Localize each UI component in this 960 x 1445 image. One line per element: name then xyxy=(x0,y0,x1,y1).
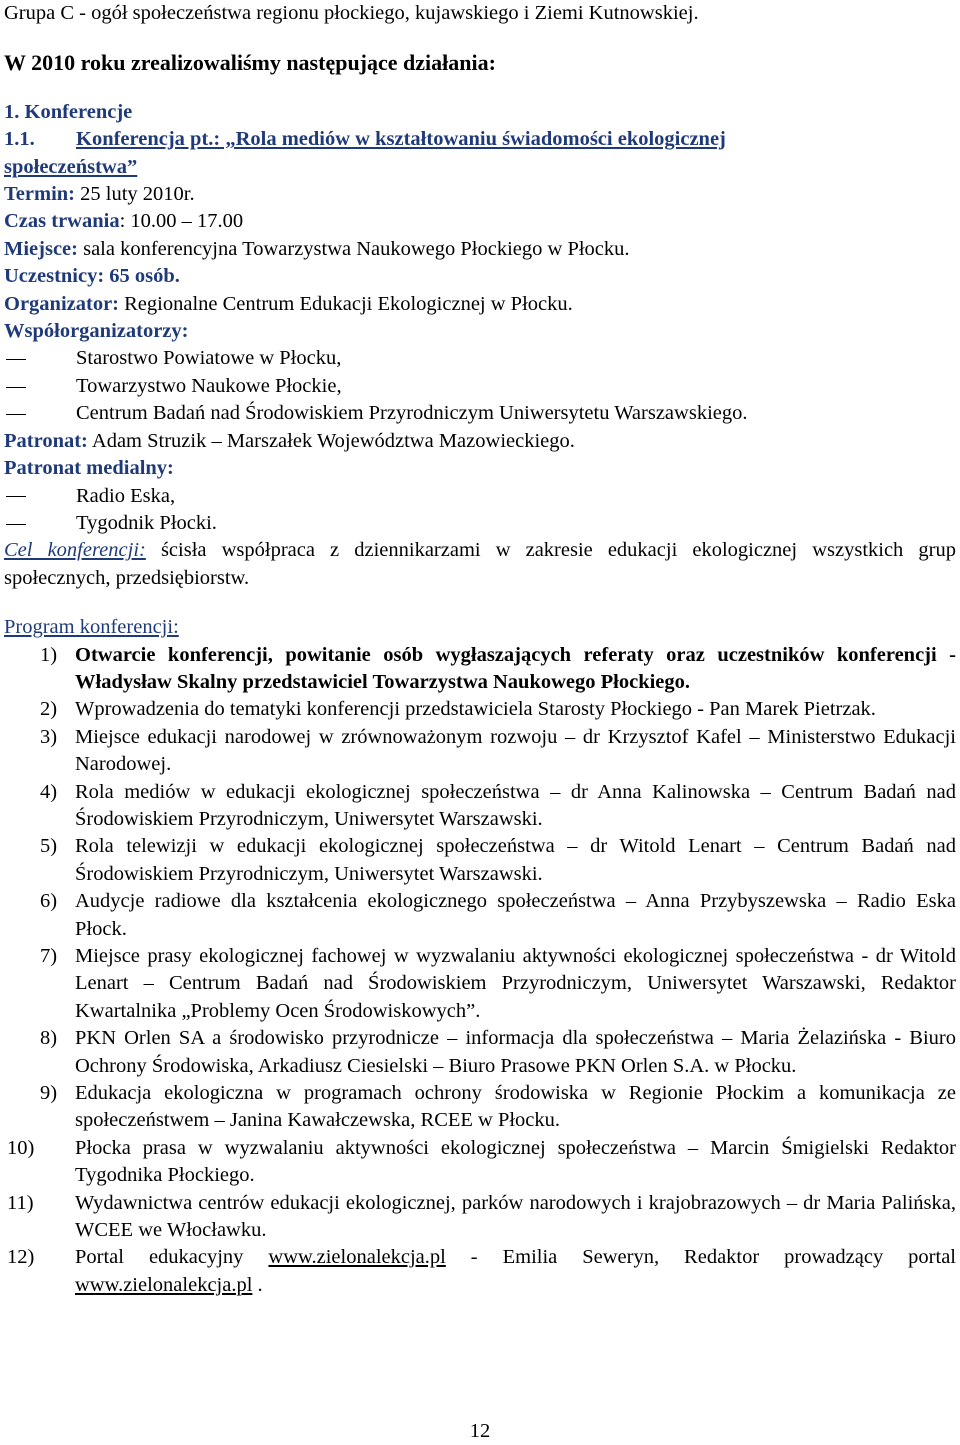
program-item xyxy=(4,888,956,943)
zielonalekcja-link[interactable]: www.zielonalekcja.pl xyxy=(268,1246,446,1269)
patronage-label: Patronat: xyxy=(4,429,88,452)
program-item-number: 7) xyxy=(40,945,58,967)
organizer-value: Regionalne Centrum Edukacji Ekologicznej w Płocku. xyxy=(119,292,573,315)
duration-value: : 10.00 – 17.00 xyxy=(119,210,244,233)
coorganizers-label: Współorganizatorzy: xyxy=(4,320,189,343)
duration-label: Czas trwania xyxy=(4,210,120,233)
coorganizer-text: Starostwo Powiatowe w Płocku, xyxy=(76,347,342,370)
zielonalekcja-link[interactable]: www.zielonalekcja.pl xyxy=(75,1273,253,1296)
program-item xyxy=(4,1025,956,1080)
program-item xyxy=(4,1080,956,1135)
program-item xyxy=(4,1244,956,1299)
term-row xyxy=(4,181,956,208)
program-item-text: Audycje radiowe dla kształcenia ekologicznego społeczeństwa – Anna Przybyszewska – Radio Eska Płock. xyxy=(75,890,956,940)
program-item xyxy=(4,833,956,888)
conference-number: 1.1. xyxy=(4,128,35,151)
organizer-row xyxy=(4,291,956,318)
coorganizers-list xyxy=(4,345,956,427)
program-item xyxy=(4,779,956,834)
goal-paragraph xyxy=(4,537,956,592)
conference-title-line2: społeczeństwa” xyxy=(4,155,138,178)
program-item-number: 5) xyxy=(40,835,58,858)
duration-row xyxy=(4,208,956,235)
program-item-number: 1) xyxy=(40,643,58,666)
conference-title-line1: Konferencja pt.: „Rola mediów w kształtowaniu świadomości ekologicznej xyxy=(76,128,726,151)
dash-bullet-icon xyxy=(4,510,76,537)
program-item-number: 10) xyxy=(7,1136,35,1159)
page-number: 12 xyxy=(469,1420,491,1442)
program-item-number: 6) xyxy=(40,890,58,913)
patronage-value: Adam Struzik – Marszałek Województwa Mazowieckiego. xyxy=(87,429,575,452)
program-item-text: Wydawnictwa centrów edukacji ekologicznej, parków narodowych i krajobrazowych – dr Maria Palińska, WCEE we Włocławku. xyxy=(75,1191,956,1242)
program-item-text: Otwarcie konferencji, powitanie osób wygłaszających referaty oraz uczestników konferencji - Władysław Skalny przedstawiciel Towarzystwa Naukowego Płockiego. xyxy=(75,643,956,693)
program-list xyxy=(4,642,956,1300)
program-item-number: 4) xyxy=(40,780,58,803)
program-item xyxy=(4,1135,956,1190)
program-item xyxy=(4,696,956,723)
media-patrons-list xyxy=(4,483,956,538)
program-label: Program konferencji: xyxy=(4,616,179,639)
document-page xyxy=(4,0,956,1299)
dash-bullet-icon xyxy=(4,373,76,400)
media-patron-text: Tygodnik Płocki. xyxy=(76,511,217,534)
program-item-text: Płocka prasa w wyzwalaniu aktywności ekologicznej społeczeństwa – Marcin Śmigielski Redaktor Tygodnika Płockiego. xyxy=(75,1136,956,1187)
term-value: 25 luty 2010r. xyxy=(75,183,195,206)
program-item-text: Miejsce edukacji narodowej w zrównoważonym rozwoju – dr Krzysztof Kafel – Ministerstwo Edukacji Narodowej. xyxy=(75,725,956,776)
media-patron-item xyxy=(4,510,956,537)
program-item-number: 12) xyxy=(7,1246,35,1269)
patronage-row xyxy=(4,428,956,455)
program-item xyxy=(4,724,956,779)
goal-label: Cel konferencji: xyxy=(4,539,146,562)
media-patron-text: Radio Eska, xyxy=(76,484,176,507)
media-patronage-label: Patronat medialny: xyxy=(4,457,174,480)
organizer-label: Organizator: xyxy=(4,292,119,315)
coorganizer-item xyxy=(4,345,956,372)
program-item xyxy=(4,943,956,1025)
program-item-number: 11) xyxy=(7,1191,34,1214)
program-item-number: 8) xyxy=(40,1027,58,1050)
dash-bullet-icon xyxy=(4,400,76,427)
place-value: sala konferencyjna Towarzystwa Naukowego Płockiego w Płocku. xyxy=(77,237,630,260)
conference-title xyxy=(4,126,956,181)
program-item xyxy=(4,1190,956,1245)
coorganizer-text: Towarzystwo Naukowe Płockie, xyxy=(76,374,342,397)
heading-conferences: 1. Konferencje xyxy=(4,100,133,123)
program-item-text: Rola telewizji w edukacji ekologicznej społeczeństwa – dr Witold Lenart – Centrum Badań nad Środowiskiem Przyrodniczym, Uniwersytet Warszawski. xyxy=(75,835,956,885)
coorganizer-text: Centrum Badań nad Środowiskiem Przyrodniczym Uniwersytetu Warszawskiego. xyxy=(76,402,748,425)
dash-bullet-icon xyxy=(4,483,76,510)
place-row xyxy=(4,236,956,263)
goal-value: ścisła współpraca z dziennikarzami w zakresie edukacji ekologicznej wszystkich grup społecznych, przedsiębiorstw. xyxy=(4,539,956,589)
program-item-text: - Emilia Seweryn, Redaktor prowadzący portal xyxy=(445,1246,956,1269)
section-title: W 2010 roku zrealizowaliśmy następujące działania: xyxy=(4,50,496,76)
program-item-text: Miejsce prasy ekologicznej fachowej w wyzwalaniu aktywności ekologicznej społeczeństwa - dr Witold Lenart – Centrum Badań nad Środowiskiem Przyrodniczym, Uniwersytet Warszawski, Redaktor Kwartalnika „Problemy Ocen Środowiskowych”. xyxy=(75,945,956,1022)
place-label: Miejsce: xyxy=(4,237,78,260)
program-item-number: 3) xyxy=(40,725,58,748)
program-item-text: Edukacja ekologiczna w programach ochrony środowiska w Regionie Płockim a komunikacja ze społeczeństwem – Janina Kawałczewska, RCEE w Płocku. xyxy=(75,1082,956,1132)
coorganizer-item xyxy=(4,373,956,400)
header-line: Grupa C - ogół społeczeństwa regionu płockiego, kujawskiego i Ziemi Kutnowskiej. xyxy=(4,2,699,24)
program-item-text: . xyxy=(252,1273,263,1296)
term-label: Termin: xyxy=(4,183,75,206)
program-item xyxy=(4,642,956,697)
participants-row: Uczestnicy: 65 osób. xyxy=(4,265,180,288)
program-item-text: PKN Orlen SA a środowisko przyrodnicze – informacja dla społeczeństwa – Maria Żelazińska - Biuro Ochrony Środowiska, Arkadiusz Ciesielski – Biuro Prasowe PKN Orlen S.A. w Płocku. xyxy=(75,1027,956,1077)
program-item-text: Rola mediów w edukacji ekologicznej społeczeństwa – dr Anna Kalinowska – Centrum Badań nad Środowiskiem Przyrodniczym, Uniwersytet Warszawski. xyxy=(75,780,956,830)
program-item-text: Portal edukacyjny xyxy=(75,1246,269,1269)
media-patron-item xyxy=(4,483,956,510)
program-item-number: 9) xyxy=(40,1082,58,1105)
program-item-number: 2) xyxy=(40,698,58,721)
program-item-text: Wprowadzenia do tematyki konferencji przedstawiciela Starosty Płockiego - Pan Marek Pietrzak. xyxy=(75,698,876,721)
coorganizer-item xyxy=(4,400,956,427)
dash-bullet-icon xyxy=(4,345,76,372)
